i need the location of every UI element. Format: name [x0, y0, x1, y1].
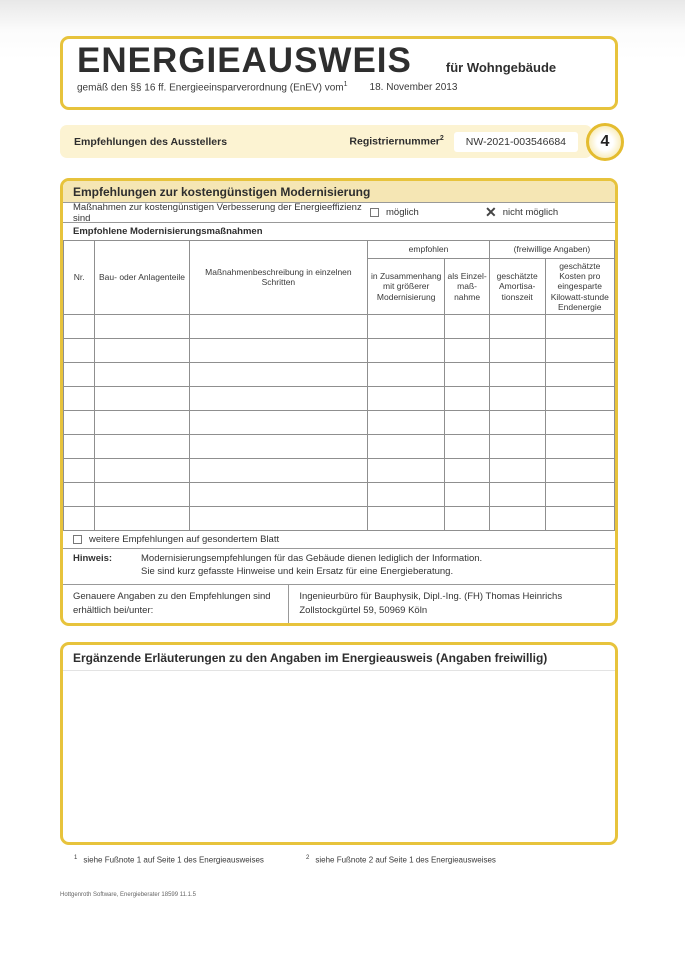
- further-recommendations-label: weitere Empfehlungen auf gesondertem Blatt: [89, 533, 280, 545]
- option-possible: [370, 207, 485, 218]
- further-recommendations-row: [63, 531, 615, 549]
- option-possible-label: möglich: [386, 207, 419, 218]
- modernization-section-title: Empfehlungen zur kostengünstigen Modernisierung: [63, 181, 615, 203]
- col-group-recommended: empfohlen: [368, 241, 490, 259]
- issuer-name: Ingenieurbüro für Bauphysik, Dipl.-Ing. (FH) Thomas Heinrichs: [299, 590, 563, 602]
- option-not-possible: [485, 204, 605, 220]
- footnote-1: $^1$ siehe Fußnote 1 auf Seite 1 des Energieausweises: [74, 855, 264, 865]
- registry-number-label: Registriernummer$^2$: [349, 135, 444, 148]
- table-row: [64, 338, 615, 362]
- measures-table: [63, 240, 615, 531]
- table-row: [64, 482, 615, 506]
- table-row: [64, 314, 615, 338]
- col-header-description: Maßnahmenbeschreibung in einzelnen Schritten: [189, 241, 368, 315]
- table-row: [64, 362, 615, 386]
- table-row: [64, 386, 615, 410]
- issuer-address: Zollstockgürtel 59, 50969 Köln: [299, 605, 428, 617]
- checkbox-possible-icon: [370, 208, 379, 217]
- law-prefix: gemäß den §§ 16 ff. Energieeinsparverordnung (EnEV) vom: [77, 82, 344, 94]
- modernization-section: [60, 178, 618, 626]
- note-text: [141, 553, 482, 579]
- footnotes: [74, 855, 496, 865]
- measures-table-body: [64, 314, 615, 530]
- checkbox-further-icon: [73, 535, 82, 544]
- col-header-component: Bau- oder Anlagenteile: [95, 241, 189, 315]
- col-group-voluntary: (freiwillige Angaben): [489, 241, 614, 259]
- details-label: Genauere Angaben zu den Empfehlungen sind erhältlich bei/unter:: [63, 585, 289, 624]
- option-not-possible-label: nicht möglich: [502, 207, 559, 218]
- document-title: ENERGIEAUSWEIS: [77, 41, 412, 80]
- note-line-2: Sie sind kurz gefasste Hinweise und kein Ersatz für eine Energieberatung.: [141, 565, 454, 577]
- supplementary-section-title: Ergänzende Erläuterungen zu den Angaben im Energieausweis (Angaben freiwillig): [63, 645, 615, 671]
- col-header-single-measure: als Einzel-maß-nahme: [445, 259, 490, 315]
- table-row: [64, 410, 615, 434]
- footnote-2: $^2$ siehe Fußnote 2 auf Seite 1 des Energieausweises: [306, 855, 496, 865]
- col-header-nr: Nr.: [64, 241, 95, 315]
- table-row: [64, 458, 615, 482]
- details-row: [63, 585, 615, 624]
- measures-table-title: Empfohlene Modernisierungsmaßnahmen: [73, 226, 263, 237]
- supplementary-section: [60, 642, 618, 845]
- document-header: [60, 36, 618, 110]
- note-line-1: Modernisierungsempfehlungen für das Gebäude dienen lediglich der Information.: [141, 552, 483, 564]
- law-date: 18. November 2013: [369, 82, 458, 94]
- col-header-in-context: in Zusammenhang mit größerer Modernisierung: [368, 259, 445, 315]
- table-row: [64, 434, 615, 458]
- col-header-amortization: geschätzte Amortisa-tionszeit: [489, 259, 545, 315]
- document-subtitle: für Wohngebäude: [445, 59, 557, 75]
- efficiency-statement-row: [63, 203, 615, 223]
- software-note: Hottgenroth Software, Energieberater 18599 11.1.5: [60, 892, 196, 898]
- issuer-contact: [289, 585, 615, 624]
- efficiency-statement: Maßnahmen zur kostengünstigen Verbesserung der Energieeffizienz sind: [73, 201, 362, 224]
- issuer-bar: [60, 125, 592, 158]
- registry-footnote-marker: 2: [439, 135, 444, 143]
- x-mark-icon: ✕: [485, 204, 497, 220]
- law-footnote-marker: 1: [343, 80, 348, 88]
- note-row: [63, 549, 615, 585]
- page-number-badge: 4: [586, 123, 624, 161]
- issuer-bar-title: Empfehlungen des Ausstellers: [74, 135, 228, 148]
- table-row: [64, 506, 615, 530]
- col-header-cost-per-kwh: geschätzte Kosten pro eingesparte Kilowatt-stunde Endenergie: [545, 259, 614, 315]
- note-label: Hinweis:: [73, 552, 113, 564]
- registry-number-value: NW-2021-003546684: [454, 132, 578, 152]
- law-reference: [77, 81, 601, 93]
